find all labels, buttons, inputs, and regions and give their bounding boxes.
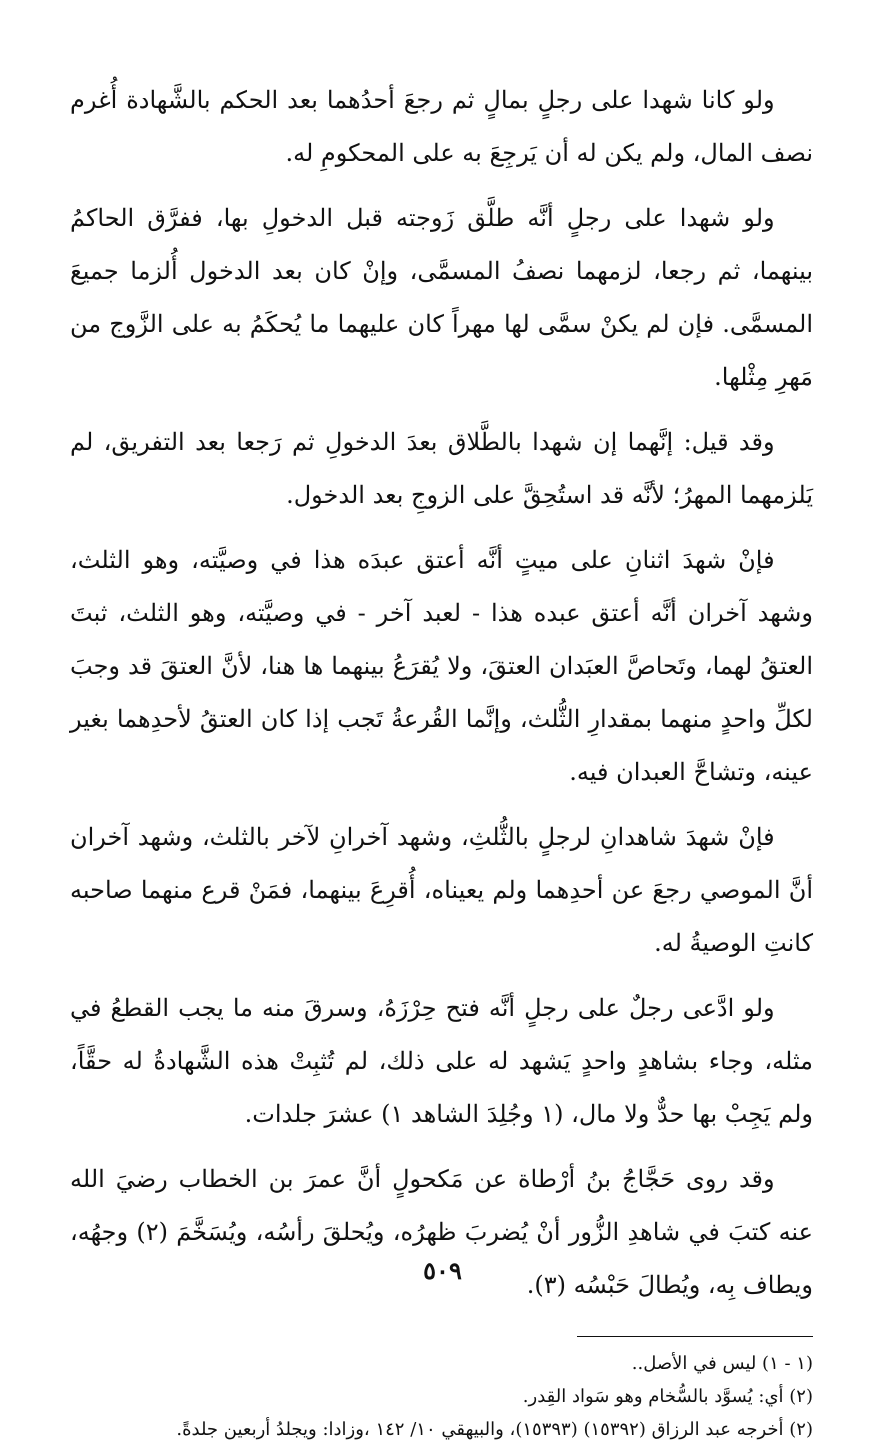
- footnote-divider: [577, 1336, 813, 1337]
- footnote-2: (٢) أي: يُسوَّد بالسُّخام وهو سَواد القِدر.: [522, 1386, 813, 1407]
- paragraph-5: فإنْ شهدَ شاهدانِ لرجلٍ بالثُّلثِ، وشهد آخرانِ لآخر بالثلث، وشهد آخران أنَّ الموصي رجعَ عن أحدِهما ولم يعيناه، أُقرِعَ بينهما، فمَنْ قرع منهما صاحبه كانتِ الوصيةُ له.: [70, 823, 813, 957]
- paragraph-3: وقد قيل: إنَّهما إن شهدا بالطَّلاق بعدَ الدخولِ ثم رَجعا بعد التفريق، لم يَلزمهما المهرُ؛ لأنَّه قد استُحِقَّ على الزوجِ بعد الدخول.: [70, 428, 813, 509]
- paragraph-6: ولو ادَّعى رجلٌ على رجلٍ أنَّه فتح حِرْزَهُ، وسرقَ منه ما يجب القطعُ في مثله، وجاء بشاهدٍ واحدٍ يَشهد له على ذلك، لم تُثبِتْ هذه الشَّهادةُ له حقَّاً، ولم يَجِبْ بها حدٌّ ولا مال، (١ وجُلِدَ الشاهد ١) عشرَ جلدات.: [70, 994, 813, 1128]
- paragraph-1: ولو كانا شهدا على رجلٍ بمالٍ ثم رجعَ أحدُهما بعد الحكم بالشَّهادة أُغرم نصف المال، ولم يكن له أن يَرجِعَ به على المحكومِ له.: [70, 86, 813, 167]
- paragraph-7: وقد روى حَجَّاجُ بنُ أرْطاة عن مَكحولٍ أنَّ عمرَ بن الخطاب رضيَ الله عنه كتبَ في شاهدِ الزُّور أنْ يُضربَ ظهرُه، ويُحلقَ رأسُه، ويُسَخَّمَ (٢) وجهُه، ويطاف بِه، ويُطالَ حَبْسُه (٣).: [70, 1165, 813, 1299]
- paragraph-2: ولو شهدا على رجلٍ أنَّه طلَّق زَوجته قبل الدخولِ بها، ففرَّق الحاكمُ بينهما، ثم رجعا، لزمهما نصفُ المسمَّى، وإنْ كان بعد الدخول أُلزما جميعَ المسمَّى. فإن لم يكنْ سمَّى لها مهراً كان عليهما ما يُحكَمُ به على الزَّوج من مَهرِ مِثْلها.: [70, 204, 813, 391]
- page-number: ٥٠٩: [423, 1256, 462, 1285]
- main-text: [70, 74, 813, 1312]
- paragraph-4: فإنْ شهدَ اثنانِ على ميتٍ أنَّه أعتق عبدَه هذا في وصيَّته، وهو الثلث، وشهد آخران أنَّه أعتق عبده هذا - لعبد آخر - في وصيَّته، وهو الثلث، ثبتَ العتقُ لهما، وتَحاصَّ العبَدان العتقَ، ولا يُقرَعُ بينهما ها هنا، لأنَّ العتقَ قد وجبَ لكلِّ واحدٍ منهما بمقدارِ الثُّلث، وإنَّما القُرعةُ تَجب إذا كان العتقُ لأحدِهما بغير عينه، وتشاحَّ العبدان فيه.: [70, 546, 813, 786]
- footnote-3: (٢) أخرجه عبد الرزاق (١٥٣٩٢) (١٥٣٩٣)، والبيهقي ١٠/ ١٤٢ ،وزادا: ويجلدُ أربعين جلدةً.: [176, 1419, 813, 1440]
- footnotes: [70, 1347, 813, 1446]
- footnote-1: (١ - ١) ليس في الأصل..: [631, 1353, 813, 1374]
